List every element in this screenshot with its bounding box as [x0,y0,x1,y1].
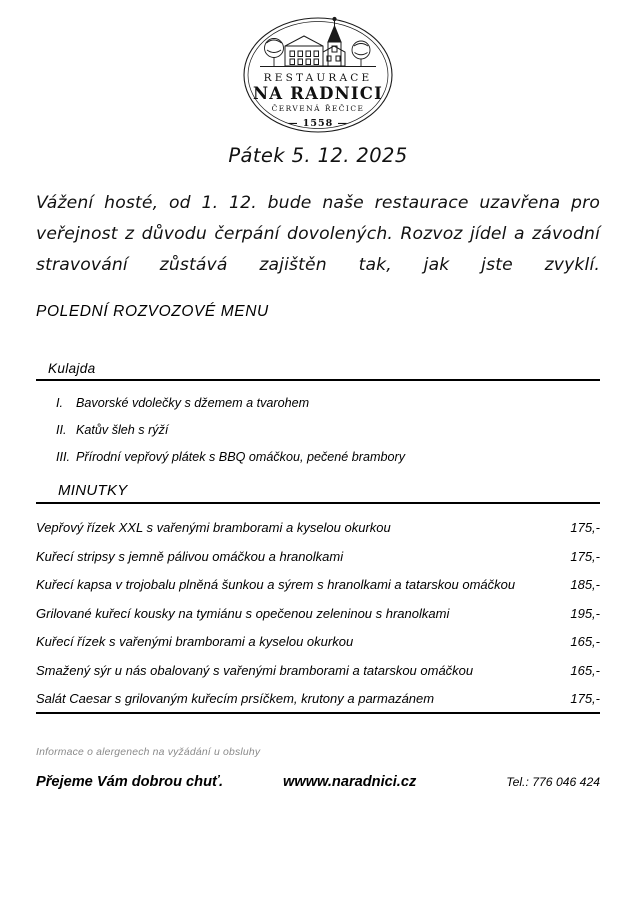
menu-date: Pátek 5. 12. 2025 [228,144,408,167]
table-row [36,520,600,549]
item-name: Bavorské vdolečky s džemem a tvarohem [76,396,310,410]
item-name: Grilované kuřecí kousky na tymiánu s opečenou zeleninou s hranolkami [36,605,450,621]
item-name: Vepřový řízek XXL s vařenými bramborami a kyselou okurkou [36,520,391,535]
list-item [36,423,600,450]
item-name: Katův šleh s rýží [76,423,169,437]
item-name: Smažený sýr u nás obalovaný s vařenými bramborami a tatarskou omáčkou [36,662,474,678]
kulajda-item-list [36,396,600,477]
table-row [36,634,600,663]
section-label-kulajda: Kulajda [48,361,96,376]
table-row [36,691,600,720]
item-price: 175,- [570,691,600,706]
footer [36,774,600,790]
item-name: Kuřecí stripsy s jemně pálivou omáčkou a hranolkami [36,548,344,564]
item-name: Salát Caesar s grilovaným kuřecím prsíčkem, krutony a parmazánem [36,691,435,706]
restaurant-logo [0,16,636,134]
page-title: POLEDNÍ ROZVOZOVÉ MENU [36,303,269,320]
item-price: 175,- [570,548,600,564]
table-row [36,663,600,692]
item-price: 165,- [570,634,600,649]
list-item [36,396,600,423]
closure-notice: Vážení hosté, od 1. 12. bude naše restaurace uzavřena pro veřejnost z důvodu čerpání dovolených. Rozvoz jídel a závodní stravování zůstává zajištěn tak, jak jste zvyklí. [36,193,600,275]
item-name: Kuřecí kapsa v trojobalu plněná šunkou a sýrem s hranolkami a tatarskou omáčkou [36,577,516,592]
section-header-minutky [36,482,600,504]
item-numeral: I. [56,396,63,410]
svg-text:NA RADNICI: NA RADNICI [252,84,384,103]
section-divider-bottom [36,712,600,714]
section-label-minutky: MINUTKY [58,482,128,499]
svg-text:ČERVENÁ ŘEČICE: ČERVENÁ ŘEČICE [271,104,365,113]
section-divider [36,379,600,381]
svg-text:RESTAURACE: RESTAURACE [263,72,373,84]
item-price: 165,- [570,662,600,678]
footer-phone[interactable]: Tel.: 776 046 424 [506,775,600,789]
item-name: Kuřecí řízek s vařenými bramborami a kyselou okurkou [36,634,354,649]
list-item [36,450,600,477]
section-divider [36,502,600,504]
item-numeral: III. [56,450,70,464]
item-price: 185,- [570,577,600,592]
item-price: 195,- [570,605,600,621]
allergen-note: Informace o alergenech na vyžádání u obsluhy [36,747,261,758]
table-row [36,577,600,606]
footer-website[interactable]: wwww.naradnici.cz [283,774,417,790]
item-numeral: II. [56,423,67,437]
section-header-kulajda [36,361,600,381]
svg-text:— 1558 —: — 1558 — [287,118,349,129]
table-row [36,549,600,578]
footer-greeting: Přejeme Vám dobrou chuť. [36,774,224,790]
item-name: Přírodní vepřový plátek s BBQ omáčkou, pečené brambory [76,450,405,464]
table-row [36,606,600,635]
item-price: 175,- [570,520,600,535]
logo-emblem-icon [242,16,394,134]
minutky-item-list [36,520,600,720]
